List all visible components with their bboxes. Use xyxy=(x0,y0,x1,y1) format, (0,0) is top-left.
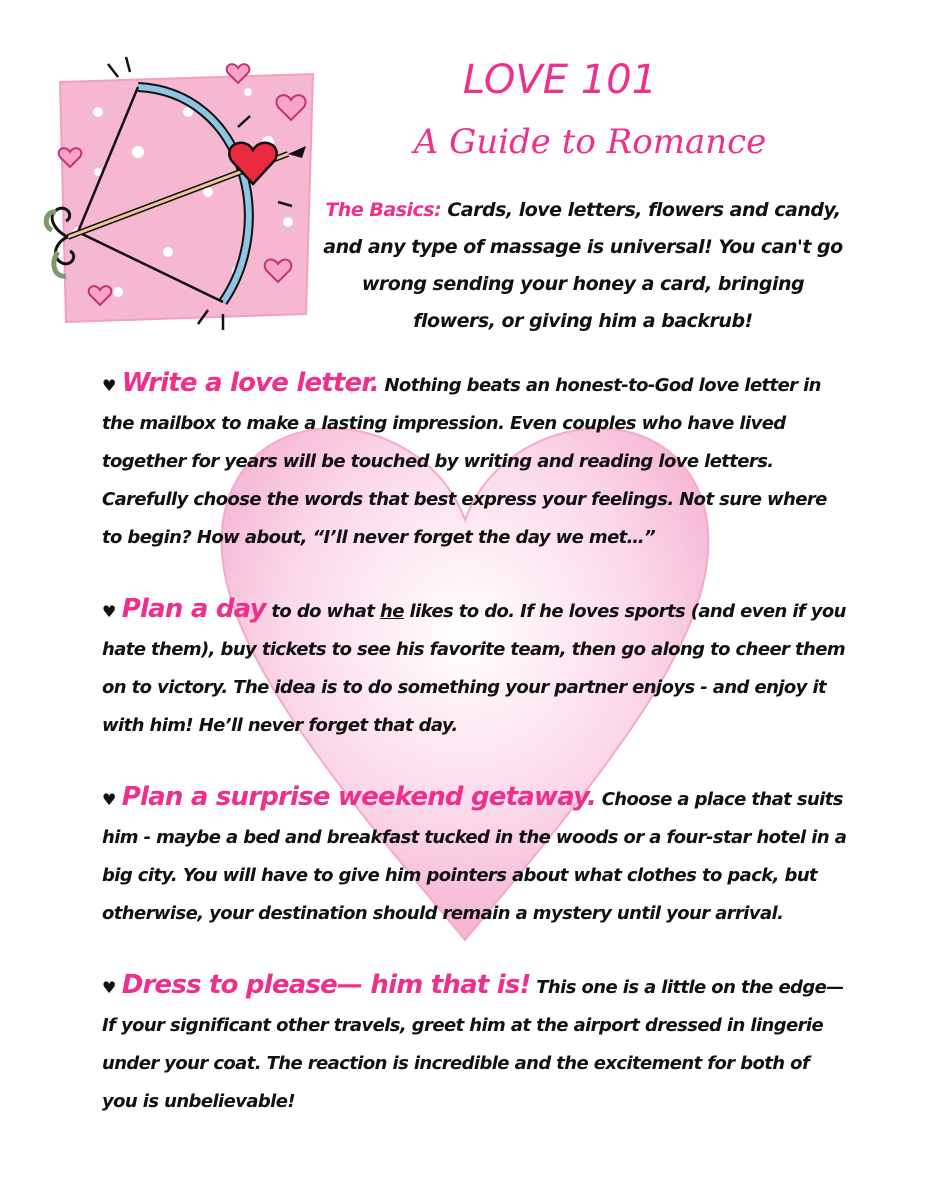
page-subtitle: A Guide to Romance xyxy=(413,122,767,162)
page-title: LOVE 101 xyxy=(462,57,658,103)
tip-heading: Dress to please— him that is! xyxy=(121,970,531,1000)
tip-heading: Plan a surprise weekend getaway. xyxy=(121,782,597,812)
cupid-bow-arrow-icon xyxy=(38,52,328,342)
tip-text: Choose a place that suits him - maybe a bed and breakfast tucked in the woods or a four-star hotel in a big city. You will have to give him pointers about what clothes to pack, but otherwise, your destination should remain a mystery until your arrival. xyxy=(102,789,847,924)
tip-dress-to-please xyxy=(102,966,847,1121)
tip-text-before: to do what xyxy=(271,601,375,622)
basics-text: Cards, love letters, flowers and candy, and any type of massage is universal! You can't go wrong sending your honey a card, bringing flowers, or giving him a backrub! xyxy=(323,199,843,332)
tip-text-after: likes to do. If he loves sports (and even if you hate them), buy tickets to see his favorite team, then go along to cheer them on to victory. The idea is to do something your partner enjoys - and enjoy it with him! He’ll never forget that day. xyxy=(102,601,846,736)
tip-text: Nothing beats an honest-to-God love letter in the mailbox to make a lasting impression. Even couples who have lived together for years will be touched by writing and reading love letters. Carefully choose the words that best express your feelings. Not sure where to begin? How about, “I’ll never forget the day we met…” xyxy=(102,375,827,548)
tip-underlined-word: he xyxy=(380,601,404,622)
tip-text: This one is a little on the edge— If your significant other travels, greet him at the airport dressed in lingerie under your coat. The reaction is incredible and the excitement for both of you is unbelievable! xyxy=(102,977,844,1112)
heart-bullet-icon: ♥ xyxy=(102,376,116,395)
heart-bullet-icon: ♥ xyxy=(102,978,116,997)
tip-weekend-getaway xyxy=(102,778,847,933)
heart-bullet-icon: ♥ xyxy=(102,602,116,621)
tip-plan-a-day xyxy=(102,590,847,745)
tip-heading: Write a love letter. xyxy=(121,368,379,398)
heart-bullet-icon: ♥ xyxy=(102,790,116,809)
basics-label: The Basics: xyxy=(325,199,442,221)
tip-heading: Plan a day xyxy=(121,594,266,624)
basics-paragraph xyxy=(318,192,848,340)
tip-love-letter xyxy=(102,364,847,557)
